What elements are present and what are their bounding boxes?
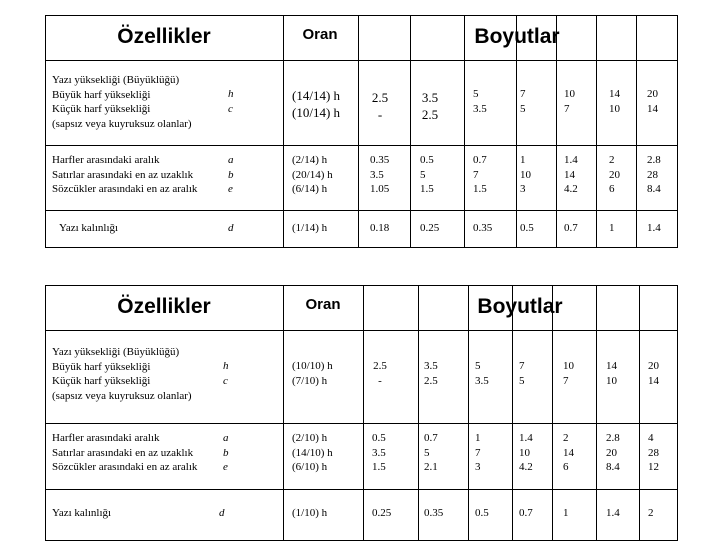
symbol: b: [228, 168, 234, 181]
value: 1.4: [564, 154, 578, 166]
value: 14: [609, 88, 620, 100]
value-cell: [370, 153, 389, 197]
value: 0.35: [424, 507, 444, 519]
value-cell: [519, 431, 533, 475]
value: 2.8: [647, 154, 661, 166]
row-spacing-labels: [52, 153, 197, 197]
ratio: (20/14) h: [292, 168, 333, 181]
value: 5: [424, 446, 430, 459]
value: 20: [648, 360, 659, 372]
value-cell: [370, 359, 390, 388]
value: 7: [563, 374, 569, 387]
value: 0.7: [564, 222, 578, 234]
value: 20: [609, 168, 620, 181]
value: 3.5: [475, 374, 489, 387]
value: 0.25: [372, 507, 392, 519]
symbol: h: [228, 88, 234, 100]
value: 14: [563, 446, 574, 459]
value: 10: [520, 168, 531, 181]
value: 1.4: [647, 222, 661, 234]
header-ratio: Oran: [305, 296, 341, 313]
value: 5: [520, 102, 526, 115]
value: 1: [520, 154, 526, 166]
value: 14: [648, 374, 659, 387]
value-cell: [424, 359, 438, 388]
value: 14: [564, 168, 575, 181]
value: 2.5: [373, 360, 387, 372]
value: 10: [563, 360, 574, 372]
value: 0.5: [420, 154, 434, 166]
value-cell: [420, 153, 434, 197]
value: 7: [519, 360, 525, 372]
value: 10: [606, 374, 617, 387]
label: Büyük harf yüksekliği: [52, 360, 151, 373]
value: 7: [473, 168, 479, 181]
value: 4.2: [519, 461, 533, 473]
value-cell: [563, 431, 574, 475]
label: (sapsız veya kuyruksuz olanlar): [52, 117, 192, 130]
value: 1.5: [420, 183, 434, 195]
value-cell: [519, 359, 525, 388]
value: 0.35: [370, 154, 390, 166]
value: 3: [520, 183, 526, 195]
value: 3.5: [370, 168, 384, 181]
ratio: (6/10) h: [292, 461, 328, 473]
value: 4.2: [564, 183, 578, 195]
value: 1.4: [519, 432, 533, 444]
value: 3.5: [421, 90, 439, 105]
value-cell: [606, 359, 617, 388]
spec-table-1: [45, 15, 678, 248]
symbol: c: [223, 374, 228, 387]
header-dimensions: Boyutlar: [477, 295, 563, 318]
value-cell: [418, 89, 442, 123]
value: 8.4: [647, 183, 661, 195]
label: Satırlar arasındaki en az uzaklık: [52, 168, 194, 181]
value: 1: [609, 222, 615, 234]
label: Sözcükler arasındaki en az aralık: [52, 183, 198, 195]
value: -: [377, 107, 383, 122]
value-cell: [473, 153, 487, 197]
value: 2.8: [606, 432, 620, 444]
value: 2.1: [424, 461, 438, 473]
row-thickness-ratio: (1/14) h: [292, 222, 328, 234]
header-dimensions: Boyutlar: [474, 25, 560, 48]
row-spacing-ratios: [292, 431, 333, 475]
symbol: h: [223, 360, 229, 372]
value: 12: [648, 461, 659, 473]
value: 1.5: [473, 183, 487, 195]
symbol: a: [228, 154, 234, 166]
row-thickness-symbol: d: [228, 222, 234, 234]
value-cell: [648, 359, 659, 388]
value: 2: [609, 154, 615, 166]
value-cell: [647, 153, 661, 197]
row-thickness-label: Yazı kalınlığı: [52, 507, 112, 519]
value-cell: [368, 89, 392, 123]
value: 2: [648, 507, 654, 519]
value: 6: [609, 183, 615, 195]
value: 7: [520, 88, 526, 100]
row-thickness-symbol: d: [219, 507, 225, 519]
spec-table-2: [45, 285, 678, 541]
header-features: Özellikler: [117, 25, 211, 48]
value: 7: [475, 446, 481, 459]
label: Yazı yüksekliği (Büyüklüğü): [52, 74, 180, 86]
value-cell: [609, 87, 620, 116]
value-cell: [563, 359, 574, 388]
row-height-labels: [52, 345, 192, 403]
value: 3.5: [473, 102, 487, 115]
value: 0.7: [519, 507, 533, 519]
label: Sözcükler arasındaki en az aralık: [52, 461, 198, 473]
value: 1.05: [370, 183, 390, 195]
value: 20: [647, 88, 658, 100]
symbol: a: [223, 432, 229, 444]
value: 5: [475, 360, 481, 372]
label: Harfler arasındaki aralık: [52, 154, 160, 166]
value-cell: [647, 87, 658, 116]
value: 8.4: [606, 461, 620, 473]
header-ratio: Oran: [302, 26, 338, 43]
ratio: (2/10) h: [292, 432, 328, 444]
row-spacing-symbols: [223, 431, 229, 475]
value-cell: [606, 431, 620, 475]
row-height-ratios: [292, 359, 333, 388]
value-cell: [520, 87, 526, 116]
ratio: (10/14) h: [292, 105, 341, 120]
value-cell: [564, 153, 578, 197]
ratio: (6/14) h: [292, 183, 328, 195]
value: 3.5: [372, 446, 386, 459]
row-height-symbols: [223, 359, 229, 388]
value: 5: [473, 88, 479, 100]
row-spacing-ratios: [292, 153, 333, 197]
value: 14: [606, 360, 617, 372]
value: 0.7: [473, 154, 487, 166]
symbol: c: [228, 102, 233, 115]
value: 0.5: [372, 432, 386, 444]
row-spacing-labels: [52, 431, 197, 475]
value: 10: [609, 102, 620, 115]
value: 0.5: [520, 222, 534, 234]
value-cell: [648, 431, 659, 475]
value-cell: [475, 431, 481, 475]
value: 0.5: [475, 507, 489, 519]
label: Satırlar arasındaki en az uzaklık: [52, 446, 194, 459]
row-spacing-symbols: [228, 153, 234, 197]
value: 0.7: [424, 432, 438, 444]
value: -: [378, 374, 382, 387]
row-height-symbols: [228, 87, 234, 116]
value-cell: [372, 431, 386, 475]
value: 2.5: [421, 107, 439, 122]
ratio: (14/10) h: [292, 446, 333, 459]
symbol: b: [223, 446, 229, 459]
symbol: e: [223, 461, 228, 473]
value: 5: [519, 374, 525, 387]
value: 7: [564, 102, 570, 115]
header-features: Özellikler: [117, 295, 211, 318]
value: 3: [475, 461, 481, 473]
value-cell: [609, 153, 620, 197]
ratio: (2/14) h: [292, 154, 328, 166]
value: 0.18: [370, 222, 390, 234]
value-cell: [475, 359, 489, 388]
value: 2.5: [371, 90, 389, 105]
row-height-labels: [52, 73, 192, 131]
value: 6: [563, 461, 569, 473]
value: 2: [563, 432, 569, 444]
ratio: (10/10) h: [292, 360, 333, 372]
value: 1.4: [606, 507, 620, 519]
label: Küçük harf yüksekliği: [52, 103, 151, 115]
ratio: (14/14) h: [292, 88, 341, 103]
value: 2.5: [424, 374, 438, 387]
label: Harfler arasındaki aralık: [52, 432, 160, 444]
value: 1: [563, 507, 569, 519]
row-thickness-label: Yazı kalınlığı: [59, 222, 119, 234]
label: Küçük harf yüksekliği: [52, 375, 151, 387]
value: 1: [475, 432, 481, 444]
value: 0.25: [420, 222, 440, 234]
label: Büyük harf yüksekliği: [52, 88, 151, 101]
value-cell: [520, 153, 531, 197]
label: (sapsız veya kuyruksuz olanlar): [52, 389, 192, 402]
symbol: e: [228, 183, 233, 195]
value: 10: [519, 446, 530, 459]
value: 28: [647, 168, 658, 181]
value: 10: [564, 88, 575, 100]
value: 0.35: [473, 222, 493, 234]
label: Yazı yüksekliği (Büyüklüğü): [52, 346, 180, 358]
value-cell: [564, 87, 575, 116]
value: 14: [647, 102, 658, 115]
ratio: (7/10) h: [292, 374, 328, 387]
value: 20: [606, 446, 617, 459]
value: 5: [420, 168, 426, 181]
value-cell: [424, 431, 438, 475]
row-thickness-ratio: (1/10) h: [292, 507, 328, 519]
value: 1.5: [372, 461, 386, 473]
value: 3.5: [424, 360, 438, 372]
value-cell: [473, 87, 487, 116]
row-height-ratios: [292, 87, 340, 121]
value: 4: [648, 432, 654, 444]
value: 28: [648, 446, 659, 459]
